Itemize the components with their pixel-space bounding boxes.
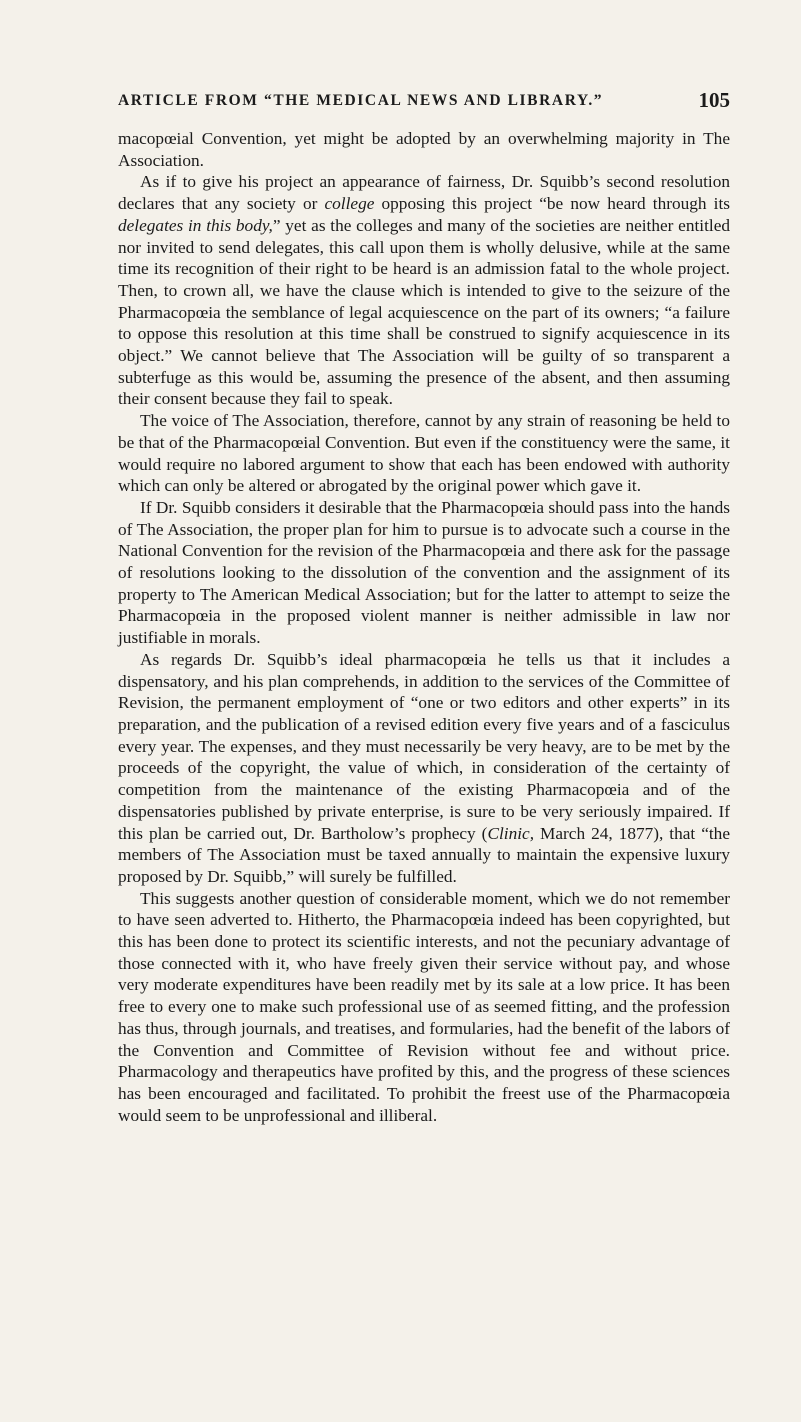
- paragraph: [118, 410, 730, 497]
- text-run: The voice of The Association, therefore, cannot by any strain of reasoning be held to be that of the Pharmacopœial Convention. But even if the constituency were the same, it would require no labored argument to show that each has been endowed with authority which can only be altered or abrogated by the original power which gave it.: [118, 411, 730, 496]
- text-run: ” yet as the colleges and many of the societies are neither entitled nor invited to send delegates, this call upon them is wholly delusive, while at the same time its recognition of their right to be heard is an admission fatal to the whole project. Then, to crown all, we have the clause which is intended to give to the seizure of the Pharmacopœia the semblance of legal acquiescence on the part of its owners; “a failure to oppose this resolution at this time shall be construed to signify acquiescence in its object.” We cannot believe that The Association will be guilty of so transparent a subterfuge as this would be, assuming the presence of the absent, and then assuming their consent because they fail to speak.: [118, 215, 731, 409]
- article-body: [118, 128, 730, 1126]
- italic-text: Clinic,: [487, 823, 535, 843]
- text-run: As if to give his project an appearance of fairness, Dr. Squibb’s second resolution declares that any society or: [118, 172, 730, 214]
- italic-text: college: [324, 194, 375, 214]
- paragraph: [118, 171, 730, 410]
- text-run: If Dr. Squibb considers it desirable that the Pharmacopœia should pass into the hands of The Association, the proper plan for him to pursue is to advocate such a course in the National Convention for the revision of the Pharmacopœia and there ask for the passage of resolutions looking to the dissolution of the convention and the assignment of its property to The American Medical Association; but for the latter to attempt to seize the Pharmacopœia in the proposed violent manner is neither admissible in law nor justifiable in morals.: [118, 497, 730, 648]
- italic-text: delegates in this body,: [118, 215, 273, 235]
- page-number: 105: [698, 88, 730, 112]
- page-header: [118, 88, 730, 118]
- paragraph: [118, 649, 730, 888]
- text-run: opposing this project “be now heard through its: [374, 194, 730, 214]
- paragraph: [118, 497, 730, 649]
- text-run: macopœial Convention, yet might be adopted by an overwhelming majority in The Association.: [118, 129, 730, 170]
- running-head: ARTICLE FROM “THE MEDICAL NEWS AND LIBRARY.”: [118, 92, 604, 109]
- text-run: This suggests another question of considerable moment, which we do not remember to have seen adverted to. Hitherto, the Pharmacopœia indeed has been copyrighted, but this has been done to protect its scientific interests, and not the pecuniary advantage of those connected with it, who have freely given their service without pay, and whose very moderate expenditures have been readily met by its sale at a low price. It has been free to every one to make such professional use of as seemed fitting, and the profession has thus, through journals, and treatises, and formularies, had the benefit of the labors of the Convention and Committee of Revision without fee and without price. Pharmacology and therapeutics have profited by this, and the progress of these sciences has been encouraged and facilitated. To prohibit the freest use of the Pharmacopœia would seem to be unprofessional and illiberal.: [118, 888, 730, 1125]
- text-run: March 24, 1877), that “the members of The Association must be taxed annually to maintain the expensive luxury proposed by Dr. Squibb,” will surely be fulfilled.: [118, 823, 730, 886]
- text-run: As regards Dr. Squibb’s ideal pharmacopœia he tells us that it includes a dispensatory, and his plan comprehends, in addition to the services of the Committee of Revision, the permanent employment of “one or two editors and other experts” in its preparation, and the publication of a revised edition every five years and of a fasciculus every year. The expenses, and they must necessarily be very heavy, are to be met by the proceeds of the copyright, the value of which, in consideration of the certainty of competition from the maintenance of the existing Pharmacopœia and of the dispensatories published by private enterprise, is sure to be very seriously impaired. If this plan be carried out, Dr. Bartholow’s prophecy (: [118, 649, 730, 843]
- paragraph: [118, 128, 730, 171]
- paragraph: [118, 888, 730, 1127]
